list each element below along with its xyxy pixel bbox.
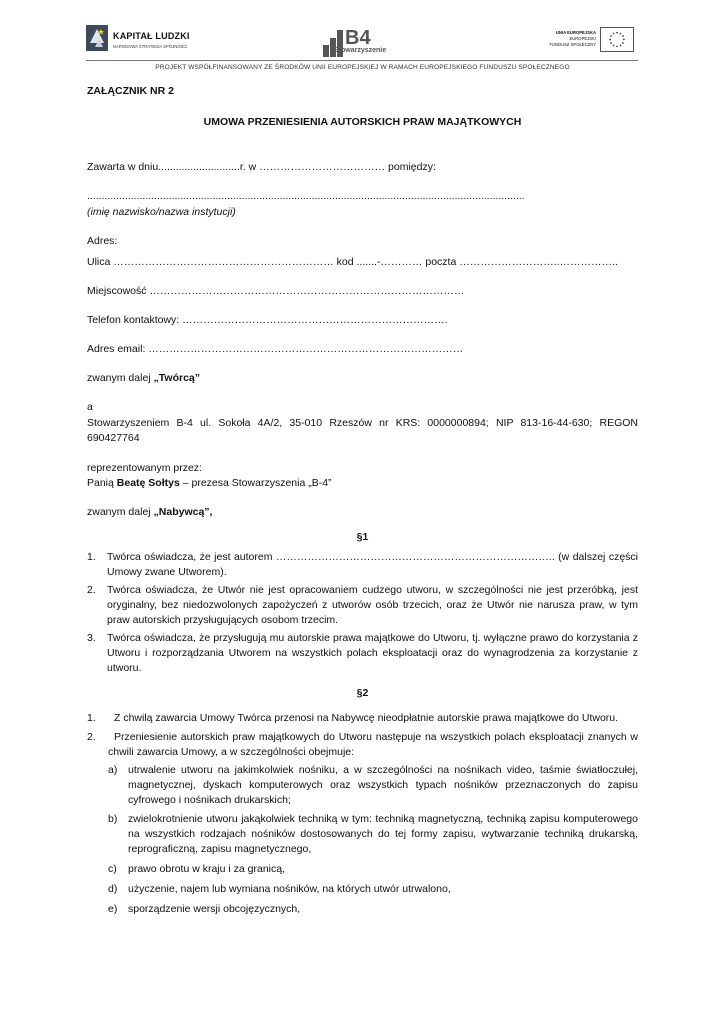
contract-date-line: Zawarta w dniu............................r. w ……………………………… pomiędzy: [87, 161, 436, 173]
party-dots-line: ...................................................................................................................................................... [87, 190, 525, 202]
document-title: UMOWA PRZENIESIENIA AUTORSKICH PRAW MAJĄTKOWYCH [203, 116, 522, 128]
rep-prefix: Panią [87, 477, 117, 489]
sub-item-text: prawo obrotu w kraju i za granicą, [128, 863, 285, 875]
creator-name: „Twórcą” [153, 372, 201, 384]
creator-prefix: zwanym dalej [87, 372, 154, 384]
item-number: 3. [87, 632, 96, 644]
sub-list-item [108, 862, 638, 877]
item-number: 1. [87, 712, 96, 724]
sub-list-item [108, 763, 638, 808]
eu-logo-text [540, 30, 596, 48]
sub-item-letter: e) [108, 903, 118, 915]
list-item [87, 583, 638, 628]
header-divider [86, 60, 638, 61]
kapital-ludzki-title: KAPITAŁ LUDZKI [113, 31, 190, 41]
sub-list-item [108, 882, 638, 897]
list-item [87, 631, 638, 676]
project-cofinancing-note: PROJEKT WSPÓŁFINANSOWANY ZE ŚRODKÓW UNII EUROPEJSKIEJ W RAMACH EUROPEJSKIEGO FUNDUSZU SPOŁECZNEGO [155, 64, 570, 71]
item-number: 1. [87, 551, 96, 563]
sub-item-text: użyczenie, najem lub wymiana nośników, na których utwór utrwalono, [128, 883, 451, 895]
buyer-prefix: zwanym dalej [87, 506, 154, 518]
section-2-heading: §2 [356, 687, 369, 699]
item-number: 2. [87, 731, 96, 743]
item-text: Twórca oświadcza, że jest autorem …………………………………………………………………….. (w dalszej części Umowy zwane Utworem). [107, 551, 638, 578]
item-text: Twórca oświadcza, że przysługują mu autorskie prawa majątkowe do Utworu, tj. wyłączne prawo do korzystania z Utworu i rozporządzania Utworem na wszystkich polach eksploatacji oraz do wynagrodzenia za korzystanie z utworu. [107, 632, 638, 674]
sub-item-text: utrwalenie utworu na jakimkolwiek nośniku, a w szczególności na nośnikach video, taśmie światłoczułej, magnetycznej, dyskach komputerowych oraz wszystkich typach nośników przeznaczonych do zapisu cyfrowego i nośnikach drukarskich; [128, 764, 638, 806]
kapital-ludzki-subtitle: NARODOWA STRATEGIA SPÓJNOŚCI [113, 44, 188, 49]
b4-logo-text: B4 [345, 27, 371, 49]
name-hint: (imię nazwisko/nazwa instytucji) [87, 206, 236, 218]
sub-list-item [108, 812, 638, 857]
sub-item-letter: b) [108, 813, 118, 825]
sub-item-letter: d) [108, 883, 118, 895]
b4-logo-subtitle: Stowarzyszenie [334, 47, 387, 54]
rep-suffix: – prezesa Stowarzyszenia „B-4” [179, 477, 332, 489]
phone-line: Telefon kontaktowy: …………………………………………………………………. [87, 314, 448, 326]
and-word: a [87, 401, 93, 413]
sub-item-letter: a) [108, 764, 118, 776]
creator-clause [87, 371, 638, 386]
represented-by-label: reprezentowanym przez: [87, 462, 202, 474]
sub-item-text: sporządzenie wersji obcojęzycznych, [128, 903, 301, 915]
list-item [87, 730, 638, 760]
rep-name: Beatę Sołtys [116, 477, 180, 489]
item-text: Z chwilą zawarcia Umowy Twórca przenosi na Nabywcę nieodpłatnie autorskie prawa majątkowe do Utworu. [114, 712, 619, 724]
list-item [87, 550, 638, 580]
eu-flag-icon [600, 27, 634, 52]
section-1-heading: §1 [356, 531, 369, 543]
sub-item-letter: c) [108, 863, 117, 875]
eu-line-2: EUROPEJSKI [569, 36, 596, 41]
street-line: Ulica ……………………………………………………… kod .......-………… poczta ………………………..…………….. [87, 256, 618, 268]
sub-item-text: zwielokrotnienie utworu jakąkolwiek techniką w tym: techniką magnetyczną, techniką zapisu komputerowego na wszystkich rodzajach nośników dostosowanych do tej formy zapisu, wytwarzanie techniką drukarską, reprograficzną, zapisu magnetycznego, [128, 813, 638, 855]
sub-list-item [108, 902, 638, 917]
city-line: Miejscowość ……………………………………………………………………………… [87, 285, 465, 297]
eu-line-1: UNIA EUROPEJSKA [555, 30, 596, 35]
address-label: Adres: [87, 235, 118, 247]
kapital-ludzki-emblem-icon [86, 25, 108, 51]
buyer-clause [87, 505, 638, 520]
item-text: Twórca oświadcza, że Utwór nie jest opracowaniem cudzego utworu, w szczególności nie jest przeróbką, jest oryginalny, bez niedozwolonych zapożyczeń z utworów osób trzecich, oraz że Utwór nie narusza praw, w tym praw autorskich przysługujących osobom trzecim. [107, 584, 638, 626]
item-text: Przeniesienie autorskich praw majątkowych do Utworu następuje na wszystkich polach eksploatacji znanych w chwili zawarcia Umowy, a w szczególności obejmuje: [108, 731, 638, 758]
representative-line [87, 476, 638, 491]
item-number: 2. [87, 584, 96, 596]
annex-label: ZAŁĄCZNIK NR 2 [87, 85, 174, 97]
buyer-name: „Nabywcą”, [153, 506, 213, 518]
association-details: Stowarzyszeniem B-4 ul. Sokoła 4A/2, 35-010 Rzeszów nr KRS: 0000000894; NIP 813-16-44-630; REGON 690427764 [87, 417, 638, 444]
eu-line-3: FUNDUSZ SPOŁECZNY [549, 42, 596, 47]
page-header [0, 0, 725, 80]
email-line: Adres email: ……………………………………………………………………………… [87, 343, 464, 355]
document-body [87, 80, 638, 917]
list-item [87, 711, 638, 726]
